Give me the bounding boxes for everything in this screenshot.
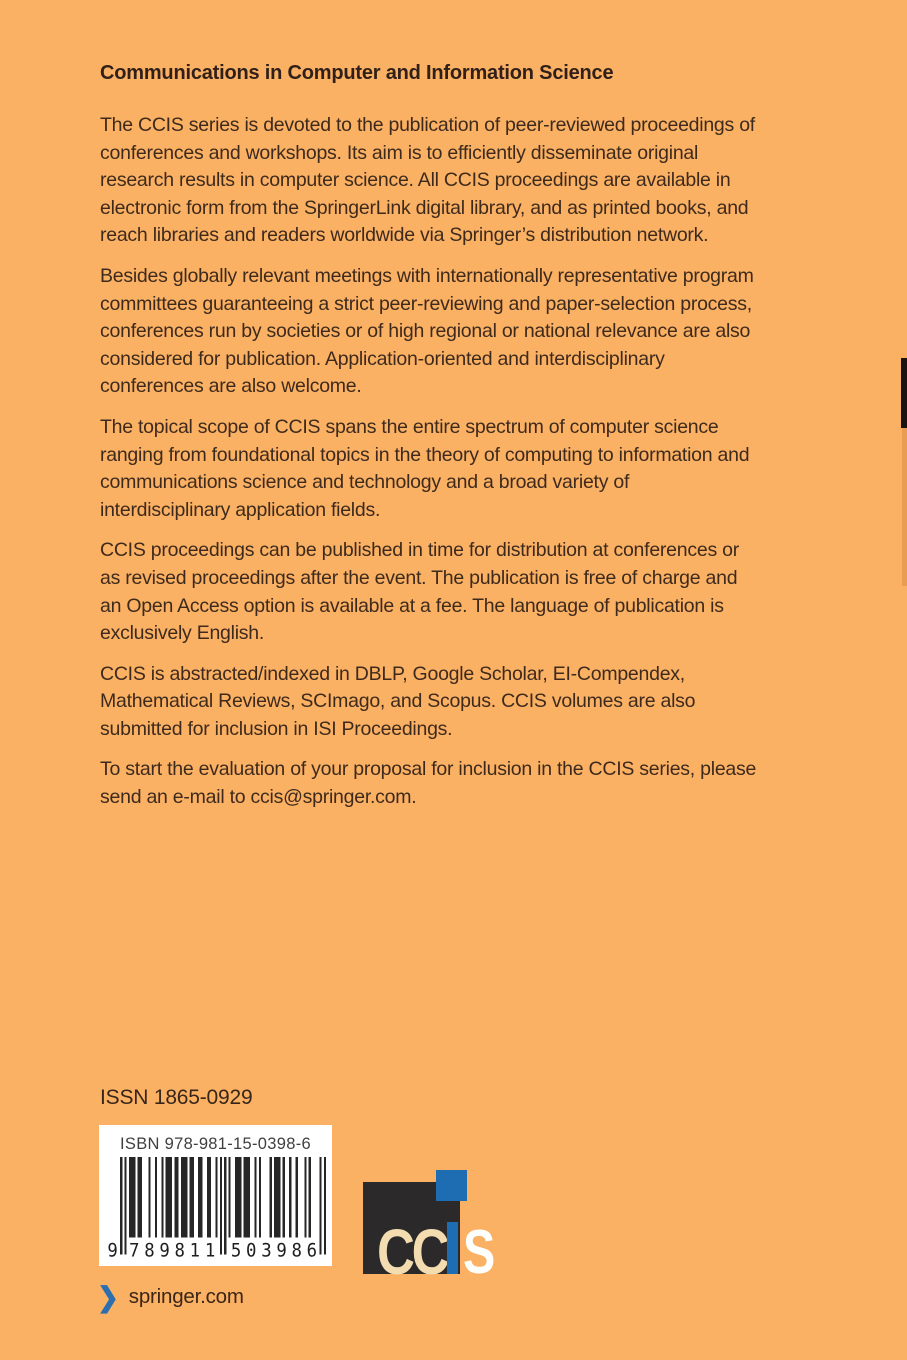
svg-text:9: 9 xyxy=(159,1239,170,1259)
issn-number: ISSN 1865-0929 xyxy=(100,1086,253,1109)
svg-text:6: 6 xyxy=(306,1239,318,1259)
svg-text:9: 9 xyxy=(107,1239,118,1259)
svg-text:8: 8 xyxy=(144,1239,155,1259)
springer-arrow-icon: ❯ xyxy=(97,1281,119,1313)
blurb-paragraph: CCIS is abstracted/indexed in DBLP, Google Scholar, EI-Compendex, Mathematical Reviews, SCImago, and Scopus. CCIS volumes are also submitted for inclusion in ISI Proceedings. xyxy=(100,662,696,740)
svg-text:5: 5 xyxy=(230,1239,242,1259)
svg-text:8: 8 xyxy=(174,1239,185,1259)
springer-url: springer.com xyxy=(128,1285,244,1308)
ccis-logo-i-stem xyxy=(447,1222,458,1274)
svg-text:8: 8 xyxy=(291,1239,302,1259)
blurb-paragraph: The CCIS series is devoted to the publication of peer-reviewed proceedings of conferences and workshops. Its aim is to efficiently disseminate original research results in computer science. All CCIS proceedings are available in electronic form from the SpringerLink digital library, and as printed books, and reach libraries and readers worldwide via Springer’s distribution network. xyxy=(100,114,755,247)
isbn-number: ISBN 978-981-15-0398-6 xyxy=(120,1135,311,1153)
svg-text:0: 0 xyxy=(246,1239,257,1259)
blurb-text-block xyxy=(100,62,762,825)
blurb-paragraph: To start the evaluation of your proposal for inclusion in the CCIS series, please send an e-mail to ccis@springer.com. xyxy=(100,758,757,809)
ccis-logo xyxy=(363,1170,498,1288)
ccis-logo-s-letter: S xyxy=(463,1218,496,1287)
svg-text:1: 1 xyxy=(204,1239,216,1259)
ccis-logo-cc-letters: CC xyxy=(377,1216,447,1288)
ccis-logo-i-dot xyxy=(436,1170,467,1201)
isbn-barcode-box xyxy=(99,1125,332,1266)
svg-text:7: 7 xyxy=(129,1239,140,1259)
svg-text:3: 3 xyxy=(261,1239,272,1259)
blurb-paragraph: The topical scope of CCIS spans the entire spectrum of computer science ranging from foundational topics in the theory of computing to information and communications science and technology and a broad variety of interdisciplinary application fields. xyxy=(100,415,750,521)
edge-shading-strip xyxy=(902,428,907,586)
blurb-paragraph: Besides globally relevant meetings with internationally representative program committees guaranteeing a strict peer-reviewing and paper-selection process, conferences run by societies or of high regional or national relevance are also considered for publication. Application-oriented and interdisciplinary conferences are also welcome. xyxy=(100,264,754,398)
springer-footer xyxy=(97,1281,244,1313)
series-title: Communications in Computer and Information Science xyxy=(100,62,614,84)
svg-text:9: 9 xyxy=(276,1239,287,1259)
svg-text:1: 1 xyxy=(189,1239,201,1259)
ean13-barcode xyxy=(105,1157,326,1259)
edge-print-mark xyxy=(901,358,907,428)
blurb-paragraph: CCIS proceedings can be published in time for distribution at conferences or as revised proceedings after the event. The publication is free of charge and an Open Access option is available at a fee. The language of publication is exclusively English. xyxy=(100,539,739,645)
